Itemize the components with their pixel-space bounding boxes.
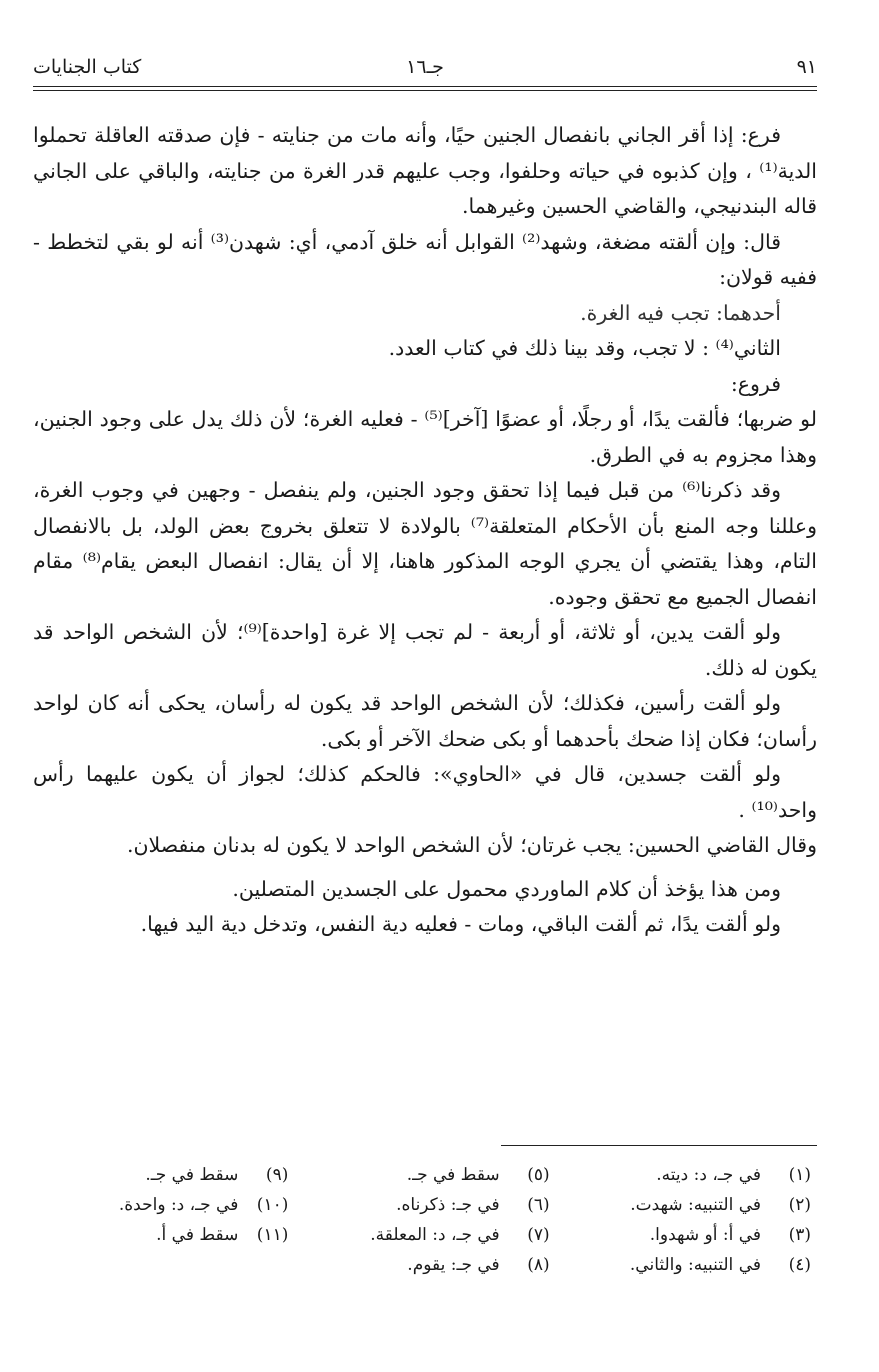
footnote-item	[556, 1250, 811, 1280]
footnote-number: (٦)	[527, 1195, 550, 1215]
paragraph-mudgha: قال: وإن ألقته مضغة، وشهد⁽²⁾ القوابل أنه خلق آدمي، أي: شهدن⁽³⁾ أنه لو بقي لتخطط - ففيه قولان:	[33, 229, 817, 289]
footnote-item	[556, 1220, 811, 1250]
footnote-number: (٤)	[788, 1255, 811, 1275]
paragraph-furu-heading: فروع:	[730, 371, 781, 396]
footnote-number: (٣)	[788, 1225, 811, 1245]
footnote-number: (٩)	[265, 1165, 289, 1185]
paragraph-two-bodies: ولو ألقت جسدين، قال في «الحاوي»: فالحكم كذلك؛ لجواز أن يكون عليهما رأس واحد⁽¹⁰⁾ .	[33, 762, 817, 822]
paragraph-two-heads: ولو ألقت رأسين، فكذلك؛ لأن الشخص الواحد قد يكون له رأسان، يحكى أنه كان لواحد رأسان؛ فكان إذا ضحك بأحدهما أو بكى ضحك الآخر أو بكى.	[33, 691, 817, 751]
footnote-rule	[501, 1145, 817, 1146]
paragraph-limb: لو ضربها؛ فألقت يدًا، أو رجلًا، أو عضوًا [آخر]⁽⁵⁾ - فعليه الغرة؛ لأن ذلك يدل على وجود الجنين، وهذا مجزوم به في الطرق.	[33, 407, 817, 467]
page-number: ٩١	[796, 56, 817, 78]
footnote-item	[556, 1160, 811, 1190]
footnote-number: (٢)	[788, 1195, 811, 1215]
paragraph-qadi-husayn: وقال القاضي الحسين: يجب غرتان؛ لأن الشخص الواحد لا يكون له بدنان منفصلان.	[126, 833, 817, 857]
footnote-number: (١١)	[256, 1225, 289, 1245]
volume-label: جـ١٦	[406, 56, 444, 78]
header-rule	[33, 86, 817, 91]
footnote-item	[556, 1190, 811, 1220]
footnote-item	[33, 1190, 288, 1220]
footnote-number: (١٠)	[256, 1195, 289, 1215]
footnote-text: سقط في أ.	[156, 1225, 239, 1245]
footnote-item	[294, 1220, 549, 1250]
footnote-text: في جـ، د: واحدة.	[118, 1195, 239, 1215]
body-text	[33, 118, 817, 943]
footnote-text: في جـ، د: ديته.	[656, 1165, 761, 1185]
footnote-text: سقط في جـ.	[406, 1165, 500, 1185]
footnote-column-3	[33, 1160, 294, 1280]
book-title: كتاب الجنايات	[33, 56, 142, 78]
footnote-column-1	[556, 1160, 817, 1280]
footnote-column-2	[294, 1160, 555, 1280]
footnote-text: في أ: أو شهدوا.	[649, 1225, 761, 1245]
footnote-text: في التنبيه: والثاني.	[629, 1255, 761, 1275]
footnote-item	[33, 1160, 288, 1190]
paragraph-previously-mentioned: وقد ذكرنا⁽⁶⁾ من قبل فيما إذا تحقق وجود الجنين، ولم ينفصل - وجهين في وجوب الغرة، وعللنا وجه المنع بأن الأحكام المتعلقة⁽⁷⁾ بالولادة لا تتعلق بخروج بعض الولد، بل بالانفصال التام، وهذا يقتضي أن يجري الوجه المذكور هاهنا، إلا أن يقال: انفصال البعض يقام⁽⁸⁾ مقام انفصال الجميع مع تحقق وجوده.	[33, 478, 818, 609]
footnote-item	[294, 1160, 549, 1190]
paragraph-first-opinion: أحدهما: تجب فيه الغرة.	[580, 300, 781, 325]
footnote-text: في التنبيه: شهدت.	[630, 1195, 761, 1215]
footnote-text: في جـ: يقوم.	[407, 1255, 500, 1275]
footnote-text: سقط في جـ.	[145, 1165, 239, 1185]
footnotes	[33, 1160, 817, 1280]
paragraph-two-hands: ولو ألقت يدين، أو ثلاثة، أو أربعة - لم تجب إلا غرة [واحدة]⁽⁹⁾؛ لأن الشخص الواحد قد يكون له ذلك.	[33, 620, 817, 680]
paragraph-hand-then-rest: ولو ألقت يدًا، ثم ألقت الباقي، ومات - فعليه دية النفس، وتدخل دية اليد فيها.	[140, 912, 781, 936]
footnote-number: (١)	[788, 1165, 811, 1185]
footnote-text: في جـ، د: المعلقة.	[370, 1225, 500, 1245]
footnote-number: (٧)	[527, 1225, 550, 1245]
footnote-number: (٨)	[527, 1255, 550, 1275]
footnote-item	[33, 1220, 288, 1250]
footnote-item	[294, 1190, 549, 1220]
paragraph-second-opinion: الثاني⁽⁴⁾ : لا تجب، وقد بينا ذلك في كتاب العدد.	[388, 336, 781, 360]
paragraph-mawardi: ومن هذا يؤخذ أن كلام الماوردي محمول على الجسدين المتصلين.	[232, 876, 781, 901]
footnote-number: (٥)	[527, 1165, 550, 1185]
footnote-item	[294, 1250, 549, 1280]
running-header	[33, 56, 817, 82]
paragraph-far-confession: فرع: إذا أقر الجاني بانفصال الجنين حيًا، وأنه مات من جنايته - فإن صدقته العاقلة تحملوا الدية⁽¹⁾ ، وإن كذبوه في حياته وحلفوا، وجب عليهم قدر الغرة من جنايته، والباقي على الجاني قاله البندنيجي، والقاضي الحسين وغيرهما.	[33, 123, 817, 218]
footnote-text: في جـ: ذكرناه.	[396, 1195, 500, 1215]
